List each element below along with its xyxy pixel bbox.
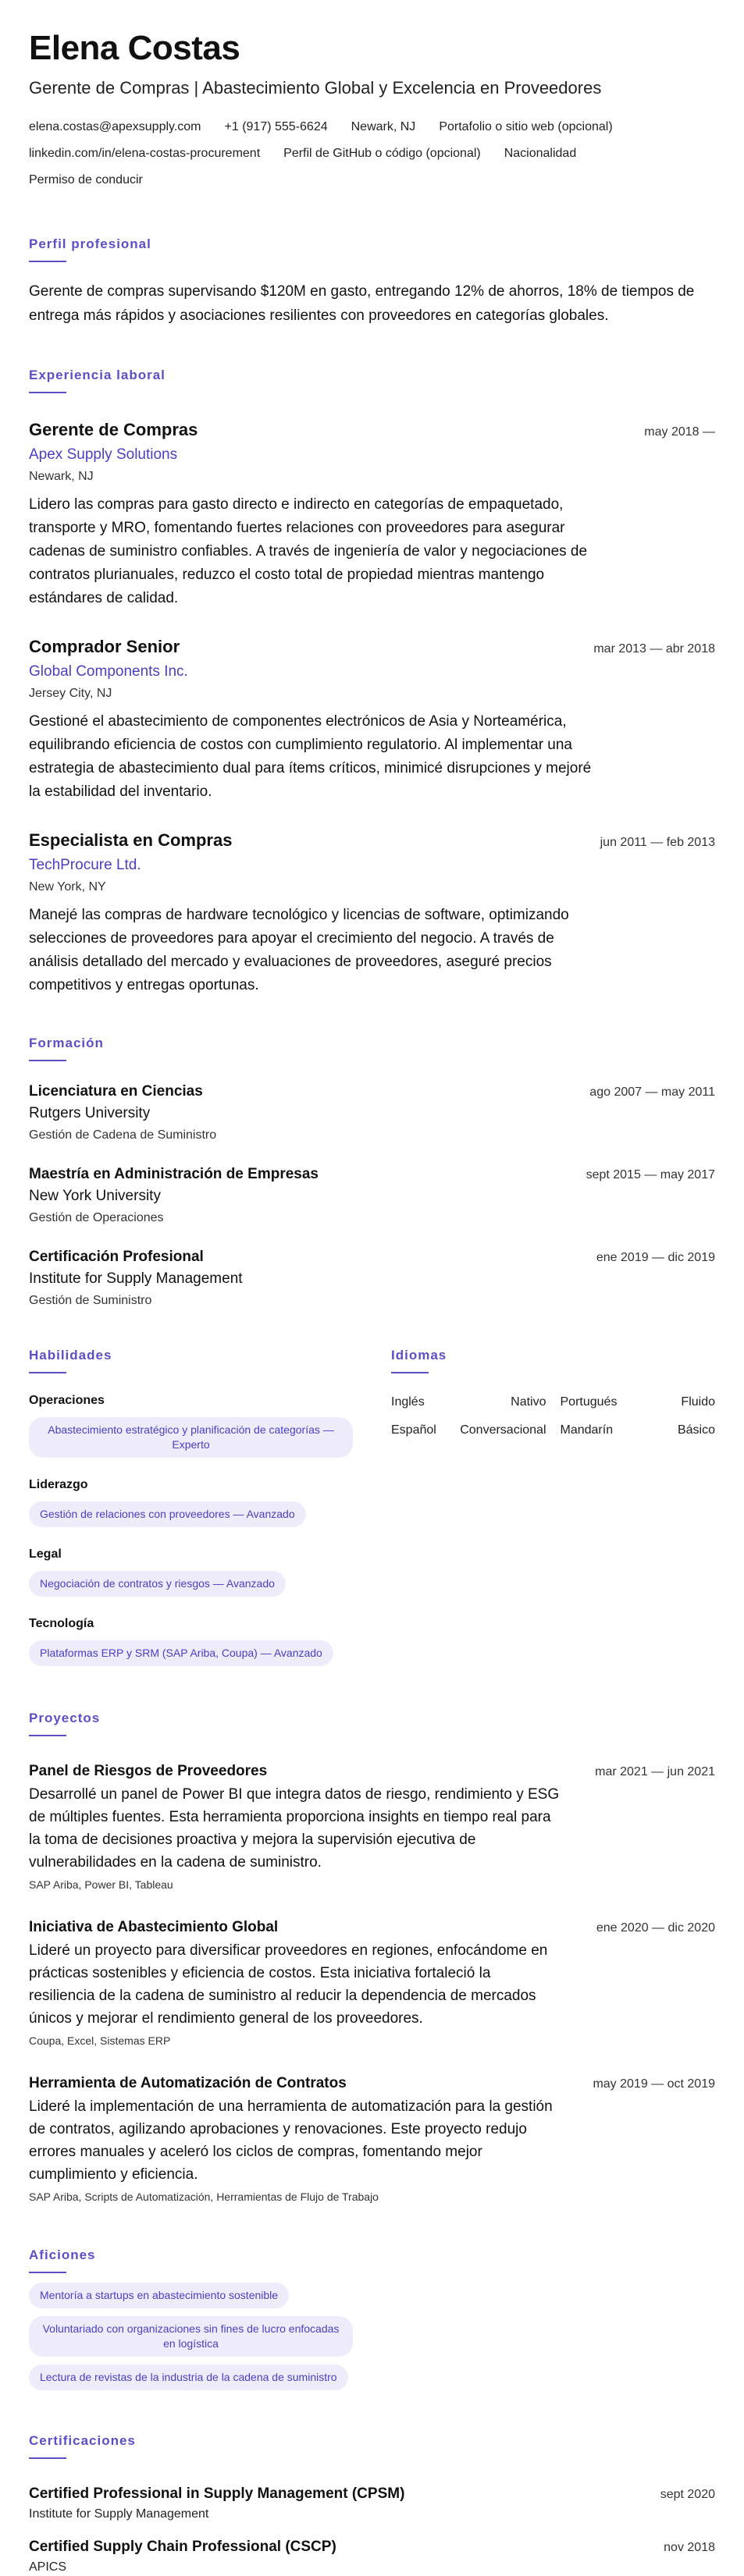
- education-entry: [29, 1164, 715, 1227]
- project-dates: ene 2020 — dic 2020: [596, 1921, 715, 1935]
- candidate-headline: Gerente de Compras | Abastecimiento Global y Excelencia en Proveedores: [29, 78, 602, 98]
- section-title-certifications: Certificaciones: [29, 2433, 136, 2448]
- skills-languages-row: [29, 1309, 715, 1666]
- skill-group-name: Legal: [29, 1547, 62, 1561]
- language-grid: [391, 1394, 715, 1439]
- certification-date: nov 2018: [664, 2541, 715, 2554]
- language-name: Portugués: [560, 1395, 618, 1409]
- candidate-name: Elena Costas: [29, 29, 240, 67]
- degree-title: Certificación Profesional: [29, 1249, 204, 1265]
- section-title-hobbies: Aficiones: [29, 2247, 96, 2262]
- education-entry: [29, 1082, 715, 1144]
- section-title-experience: Experiencia laboral: [29, 368, 166, 382]
- skill-group-name: Tecnología: [29, 1617, 94, 1630]
- language-item: [391, 1394, 546, 1411]
- contact-phone[interactable]: +1 (917) 555-6624: [224, 120, 328, 133]
- contact-email[interactable]: elena.costas@apexsupply.com: [29, 120, 201, 133]
- section-title-skills: Habilidades: [29, 1348, 112, 1363]
- school-name: Institute for Supply Management: [29, 1270, 243, 1287]
- project-technologies: SAP Ariba, Power BI, Tableau: [29, 1878, 173, 1891]
- project-description: Lideré la implementación de una herramienta de automatización para la gestión de contratos, agilizando aprobaciones y renovaciones. Este proyecto redujo errores manuales y aceleró los ciclos de compras, fomentando mejor cumplimiento y eficiencia.: [29, 2098, 553, 2183]
- hobby-list: [29, 2283, 715, 2390]
- section-divider: [29, 261, 66, 262]
- job-title: Comprador Senior: [29, 637, 180, 656]
- experience-section: [29, 367, 715, 997]
- hobbies-section: [29, 2247, 715, 2390]
- language-level: Nativo: [511, 1395, 546, 1409]
- skill-group: [29, 1546, 353, 1597]
- job-location: Newark, NJ: [29, 470, 94, 483]
- language-level: Conversacional: [460, 1423, 546, 1437]
- degree-title: Licenciatura en Ciencias: [29, 1083, 203, 1100]
- job-description: Manejé las compras de hardware tecnológico y licencias de software, optimizando selecciones de proveedores para apoyar el crecimiento del negocio. A través de análisis detallado del mercado y evaluaciones de proveedores, aseguré precios competitivos y entregas oportunas.: [29, 907, 569, 993]
- section-title-projects: Proyectos: [29, 1711, 101, 1725]
- skill-group: [29, 1615, 353, 1666]
- education-dates: ene 2019 — dic 2019: [596, 1251, 715, 1264]
- contact-linkedin[interactable]: linkedin.com/in/elena-costas-procurement: [29, 147, 261, 160]
- languages-section: [391, 1309, 715, 1666]
- project-dates: may 2019 — oct 2019: [593, 2077, 715, 2091]
- education-section: [29, 1035, 715, 1309]
- section-title-profile: Perfil profesional: [29, 236, 151, 251]
- education-entry: [29, 1247, 715, 1309]
- job-dates: may 2018 —: [644, 425, 715, 439]
- project-technologies: SAP Ariba, Scripts de Automatización, Herramientas de Flujo de Trabajo: [29, 2190, 379, 2203]
- skill-group-name: Liderazgo: [29, 1478, 88, 1491]
- project-description: Lideré un proyecto para diversificar proveedores en regiones, enfocándome en prácticas sostenibles y eficiencia de costos. Esta iniciativa fortaleció la resiliencia de la cadena de suministro al reducir la dependencia de mercados únicos y mejorar el rendimiento general de los proveedores.: [29, 1942, 548, 2027]
- project-technologies: Coupa, Excel, Sistemas ERP: [29, 2034, 171, 2047]
- project-entry: [29, 1917, 715, 2048]
- field-of-study: Gestión de Operaciones: [29, 1211, 164, 1224]
- section-divider: [29, 1372, 66, 1373]
- section-divider: [29, 2272, 66, 2273]
- language-level: Fluido: [681, 1395, 715, 1409]
- section-divider: [29, 1735, 66, 1736]
- section-title-education: Formación: [29, 1036, 104, 1050]
- project-entry: [29, 1761, 715, 1892]
- job-title: Especialista en Compras: [29, 830, 233, 850]
- school-name: New York University: [29, 1188, 161, 1204]
- contact-list: [29, 114, 700, 194]
- experience-entry: [29, 418, 715, 610]
- resume-header: [29, 28, 715, 194]
- profile-section: [29, 236, 715, 328]
- experience-entry: [29, 635, 715, 804]
- education-dates: ago 2007 — may 2011: [589, 1085, 715, 1099]
- job-location: New York, NY: [29, 880, 106, 894]
- projects-section: [29, 1710, 715, 2205]
- job-dates: mar 2013 — abr 2018: [593, 642, 715, 656]
- project-entry: [29, 2073, 715, 2205]
- company-name: TechProcure Ltd.: [29, 857, 141, 873]
- education-dates: sept 2015 — may 2017: [586, 1168, 715, 1181]
- company-name: Global Components Inc.: [29, 663, 188, 680]
- skill-group-name: Operaciones: [29, 1394, 105, 1407]
- language-name: Español: [391, 1423, 436, 1437]
- certification-entry: [29, 2484, 715, 2523]
- language-item: [561, 1394, 716, 1411]
- language-item: [391, 1422, 546, 1439]
- hobby-pill: Lectura de revistas de la industria de la cadena de suministro: [29, 2365, 348, 2390]
- section-divider: [29, 2457, 66, 2459]
- certification-issuer: Institute for Supply Management: [29, 2507, 209, 2521]
- job-location: Jersey City, NJ: [29, 687, 112, 700]
- profile-summary: Gerente de compras supervisando $120M en gasto, entregando 12% de ahorros, 18% de tiempos de entrega más rápidos y asociaciones resilientes con proveedores en categorías globales.: [29, 283, 695, 324]
- contact-location: Newark, NJ: [351, 120, 416, 133]
- contact-nationality: Nacionalidad: [504, 147, 577, 160]
- contact-driving-license: Permiso de conducir: [29, 173, 143, 187]
- school-name: Rutgers University: [29, 1105, 151, 1121]
- degree-title: Maestría en Administración de Empresas: [29, 1166, 319, 1182]
- field-of-study: Gestión de Suministro: [29, 1294, 152, 1307]
- skill-group: [29, 1392, 353, 1458]
- project-title: Panel de Riesgos de Proveedores: [29, 1763, 268, 1779]
- certifications-section: [29, 2432, 715, 2576]
- experience-entry: [29, 829, 715, 997]
- section-divider: [29, 392, 66, 393]
- language-name: Mandarín: [560, 1423, 614, 1437]
- skill-pill: Plataformas ERP y SRM (SAP Ariba, Coupa) — Avanzado: [29, 1640, 333, 1666]
- job-description: Lidero las compras para gasto directo e indirecto en categorías de empaquetado, transporte y MRO, fomentando fuertes relaciones con proveedores para asegurar cadenas de suministro confiables. A través de ingeniería de valor y negociaciones de contratos plurianuales, reduzco el costo total de propiedad mientras mantengo estándares de calidad.: [29, 496, 588, 606]
- skill-pill: Negociación de contratos y riesgos — Avanzado: [29, 1571, 286, 1597]
- job-description: Gestioné el abastecimiento de componentes electrónicos de Asia y Norteamérica, equilibrando eficiencia de costos con cumplimiento regulatorio. Al implementar una estrategia de abastecimiento dual para ítems críticos, minimicé disrupciones y mejoré la estabilidad del inventario.: [29, 713, 592, 800]
- project-title: Iniciativa de Abastecimiento Global: [29, 1919, 279, 1935]
- language-name: Inglés: [391, 1395, 425, 1409]
- skill-pill: Gestión de relaciones con proveedores — Avanzado: [29, 1501, 306, 1527]
- contact-github[interactable]: Perfil de GitHub o código (opcional): [283, 147, 481, 160]
- skill-group: [29, 1476, 353, 1527]
- hobby-pill: Voluntariado con organizaciones sin fines de lucro enfocadas en logística: [29, 2316, 353, 2357]
- language-item: [561, 1422, 716, 1439]
- project-description: Desarrollé un panel de Power BI que integra datos de riesgo, rendimiento y ESG de múltiples fuentes. Esta herramienta proporciona insights en tiempo real para la toma de decisiones proactiva y mejora la supervisión ejecutiva de vulnerabilidades en la cadena de suministro.: [29, 1786, 560, 1871]
- job-dates: jun 2011 — feb 2013: [600, 836, 715, 849]
- skill-pill: Abastecimiento estratégico y planificación de categorías — Experto: [29, 1417, 353, 1458]
- project-title: Herramienta de Automatización de Contratos: [29, 2075, 347, 2091]
- certification-name: Certified Professional in Supply Management (CPSM): [29, 2485, 405, 2502]
- job-title: Gerente de Compras: [29, 420, 198, 439]
- section-divider: [391, 1372, 429, 1373]
- certification-date: sept 2020: [660, 2488, 715, 2501]
- language-level: Básico: [677, 1423, 715, 1437]
- project-dates: mar 2021 — jun 2021: [595, 1765, 715, 1778]
- company-name: Apex Supply Solutions: [29, 446, 178, 463]
- section-divider: [29, 1060, 66, 1061]
- certification-issuer: APICS: [29, 2560, 67, 2574]
- skills-section: [29, 1309, 353, 1666]
- hobby-pill: Mentoría a startups en abastecimiento sostenible: [29, 2283, 289, 2308]
- section-title-languages: Idiomas: [391, 1348, 447, 1363]
- field-of-study: Gestión de Cadena de Suministro: [29, 1128, 217, 1142]
- contact-portfolio[interactable]: Portafolio o sitio web (opcional): [439, 120, 613, 133]
- certification-entry: [29, 2537, 715, 2576]
- certification-name: Certified Supply Chain Professional (CSCP): [29, 2539, 336, 2555]
